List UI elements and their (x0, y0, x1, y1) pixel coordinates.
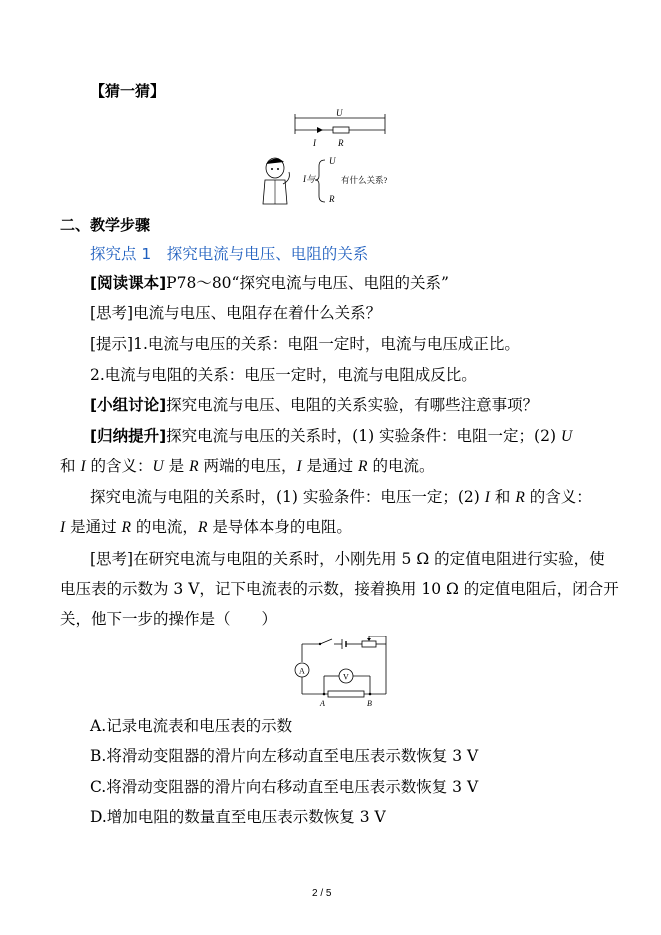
relation-question: 有什么关系? (341, 175, 388, 185)
symbol-u: U (152, 458, 164, 475)
hint-tag: [提示] (90, 335, 134, 353)
option-c: C.将滑动变阻器的滑片向右移动直至电压表示数恢复 3 V (90, 778, 479, 796)
symbol-i: I (80, 458, 86, 475)
summary-line4 (60, 516, 352, 539)
thinking-person-icon (263, 158, 289, 204)
summary-text1: 探究电流与电压的关系时，(1) 实验条件：电阻一定；(2) (166, 427, 561, 445)
symbol-i: I (60, 519, 66, 536)
summary-line3 (90, 486, 592, 509)
option-d: D.增加电阻的数量直至电压表示数恢复 3 V (90, 808, 386, 826)
discussion-tag: [小组讨论] (90, 396, 167, 414)
reading-tag: [阅读课本] (90, 274, 167, 292)
symbol-i: I (296, 458, 302, 475)
guess-figure (255, 104, 415, 208)
summary-text: 的电流。 (367, 457, 435, 475)
resistor-icon (328, 691, 364, 697)
think2-line3: 关，他下一步的操作是（ ） (60, 610, 278, 628)
summary-text: 是通过 (301, 457, 359, 475)
summary-line2 (60, 455, 434, 478)
summary-text: 是 (163, 457, 190, 475)
label-u: U (336, 108, 343, 118)
hint-line2: 2.电流与电阻的关系：电压一定时，电流与电阻成反比。 (90, 366, 477, 384)
label-r: R (338, 138, 344, 148)
think1-text: 电流与电压、电阻存在着什么关系？ (133, 304, 382, 322)
think2-tag: [思考] (90, 550, 134, 568)
symbol-i: I (484, 489, 490, 506)
summary-text: 的电流， (131, 518, 198, 536)
symbol-r: R (121, 519, 131, 536)
brace-bottom: R (329, 194, 335, 204)
resistor-icon (333, 127, 349, 133)
guess-title: 【猜一猜】 (90, 82, 166, 100)
think2-line1 (90, 548, 605, 570)
point-a-label: A (320, 699, 325, 708)
think2-line2: 电压表的示数为 3 V，记下电流表的示数，接着换用 10 Ω 的定值电阻后，闭合开 (60, 580, 619, 598)
summary-text: 的含义： (524, 488, 592, 506)
summary-text: 和 (60, 457, 81, 475)
summary-line1 (90, 425, 572, 448)
discussion-line (90, 394, 538, 416)
think1-line (90, 302, 381, 324)
label-i: I (313, 138, 316, 148)
brace-icon (315, 160, 325, 202)
voltmeter-label: V (343, 672, 349, 682)
rheostat-icon (362, 641, 376, 647)
symbol-r: R (515, 489, 525, 506)
circuit-diagram (290, 636, 400, 708)
symbol-r: R (189, 458, 199, 475)
switch-icon (320, 639, 332, 644)
summary-text: 是通过 (65, 518, 122, 536)
symbol-r: R (197, 519, 208, 536)
option-a: A.记录电流表和电压表的示数 (90, 717, 293, 735)
summary-text: 的含义： (85, 457, 153, 475)
symbol-r: R (358, 458, 368, 475)
symbol-u: U (560, 428, 573, 445)
ammeter-label: A (299, 666, 305, 676)
summary-text: 是导体本身的电阻。 (207, 518, 352, 536)
brace-top: U (329, 156, 336, 166)
section-title: 二、教学步骤 (60, 216, 151, 234)
summary-text: 和 (489, 488, 516, 506)
option-b: B.将滑动变阻器的滑片向左移动直至电压表示数恢复 3 V (90, 747, 479, 765)
summary-text: 探究电流与电阻的关系时，(1) 实验条件：电压一定；(2) (90, 488, 485, 506)
summary-text: 两端的电压， (198, 457, 297, 475)
summary-tag: [归纳提升] (90, 427, 167, 445)
point-b-label: B (367, 699, 372, 708)
hint-line1 (90, 333, 520, 355)
inquiry-title: 探究点 1 探究电流与电压、电阻的关系 (90, 245, 369, 263)
discussion-text: 探究电流与电压、电阻的关系实验，有哪些注意事项？ (166, 396, 539, 414)
hint-text1: 1.电流与电压的关系：电阻一定时，电流与电压成正比。 (133, 335, 520, 353)
brace-prefix: I与 (303, 174, 315, 184)
reading-text: P78～80“探究电流与电压、电阻的关系” (166, 274, 449, 292)
page-number: 2 / 5 (312, 888, 332, 899)
think1-tag: [思考] (90, 304, 134, 322)
think2-text1: 在研究电流与电阻的关系时，小刚先用 5 Ω 的定值电阻进行实验，使 (133, 550, 605, 568)
reading-line (90, 272, 449, 294)
